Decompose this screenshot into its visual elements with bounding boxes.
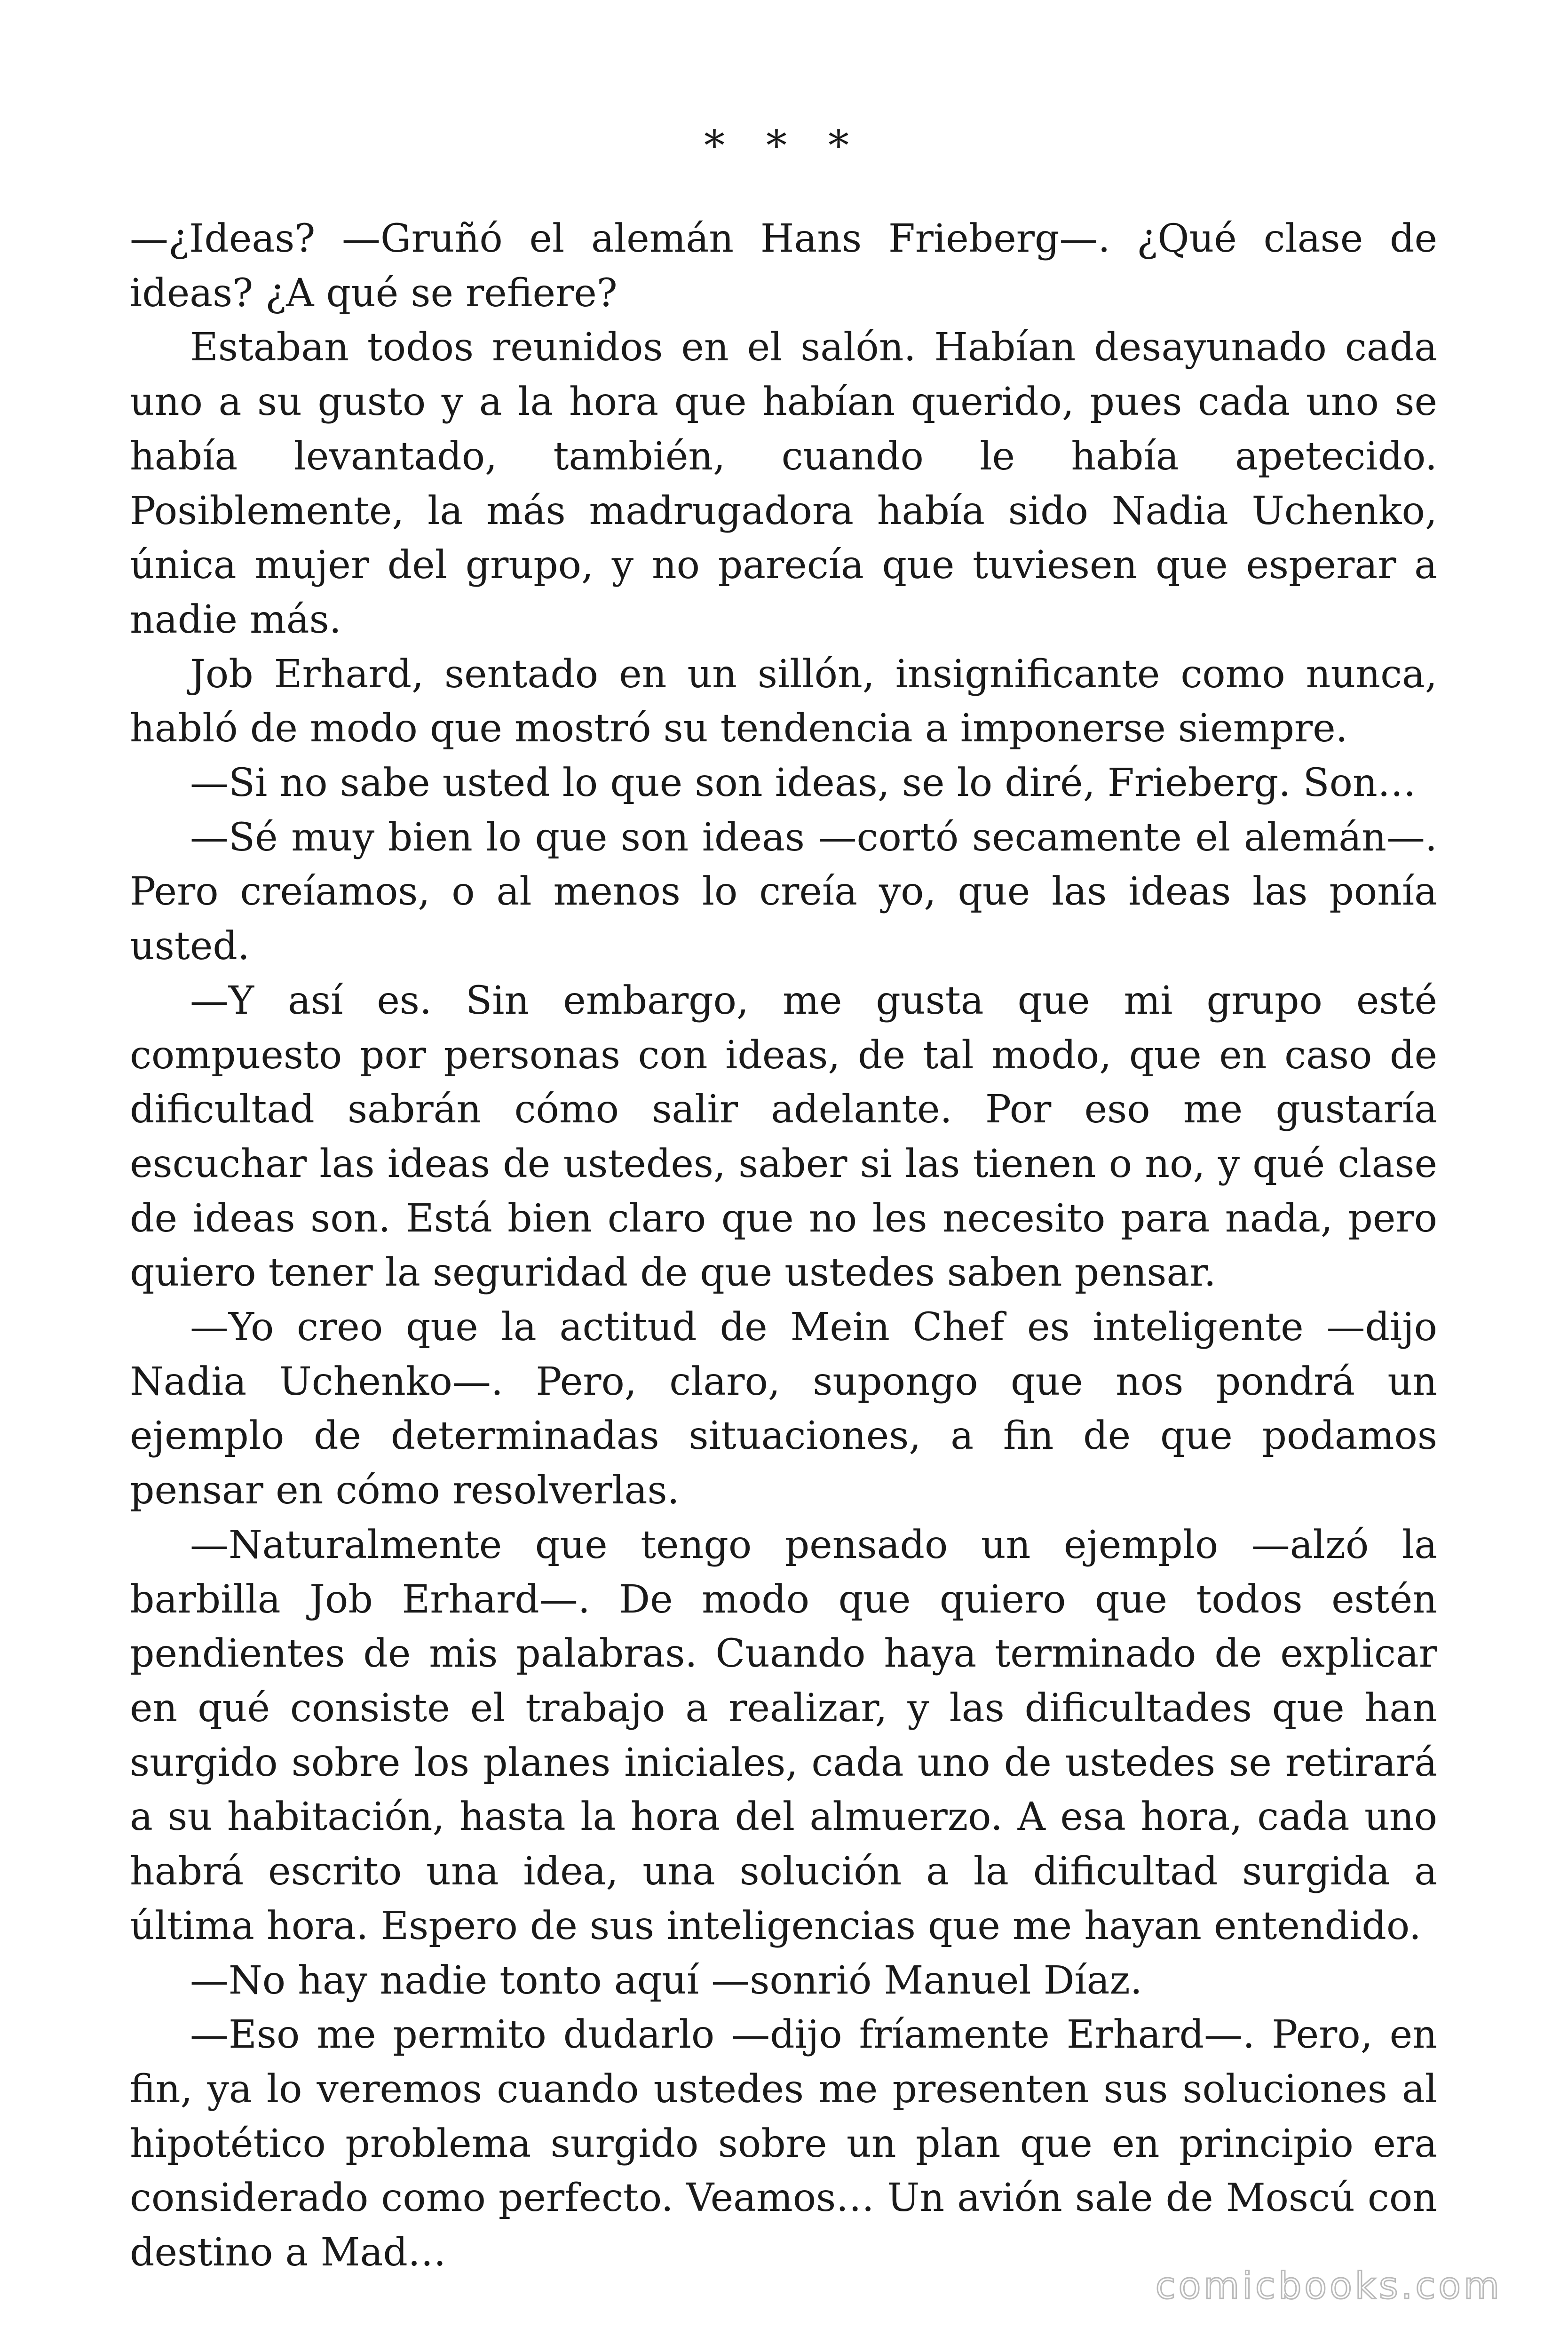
paragraph: —¿Ideas? —Gruñó el alemán Hans Frieberg—. ¿Qué clase de ideas? ¿A qué se refiere? [130, 216, 1437, 316]
paragraph: —Sé muy bien lo que son ideas —cortó secamente el alemán—. Pero creíamos, o al menos lo creía yo, que las ideas las ponía usted. [130, 815, 1437, 969]
watermark: comicbooks.com [1155, 2265, 1502, 2307]
paragraph: —Yo creo que la actitud de Mein Chef es inteligente —dijo Nadia Uchenko—. Pero, claro, supongo que nos pondrá un ejemplo de determinadas situaciones, a fin de que podamos pensar en cómo resolverlas. [130, 1305, 1437, 1513]
paragraph: —No hay nadie tonto aquí —sonrió Manuel Díaz. [190, 1958, 1142, 2003]
paragraph: —Y así es. Sin embargo, me gusta que mi grupo esté compuesto por personas con ideas, de tal modo, que en caso de dificultad sabrán cómo salir adelante. Por eso me gustaría escuchar las ideas de ustedes, saber si las tienen o no, y qué clase de ideas son. Está bien claro que no les necesito para nada, pero quiero tener la seguridad de que ustedes saben pensar. [130, 978, 1437, 1295]
paragraph: Estaban todos reunidos en el salón. Habían desayunado cada uno a su gusto y a la hora que habían querido, pues cada uno se había levantado, también, cuando le había apetecido. Posiblemente, la más madrugadora había sido Nadia Uchenko, única mujer del grupo, y no parecía que tuviesen que esperar a nadie más. [130, 325, 1437, 642]
paragraph: Job Erhard, sentado en un sillón, insignificante como nunca, habló de modo que mostró su tendencia a imponerse siempre. [130, 652, 1437, 751]
paragraph: —Si no sabe usted lo que son ideas, se lo diré, Frieberg. Son… [190, 761, 1416, 806]
paragraph: —Eso me permito dudarlo —dijo fríamente Erhard—. Pero, en fin, ya lo veremos cuando ustedes me presenten sus soluciones al hipotético problema surgido sobre un plan que en principio era considerado como perfecto. Veamos… Un avión sale de Moscú con destino a Mad… [130, 2012, 1437, 2275]
book-page [130, 118, 1437, 2280]
section-separator: * * * [704, 121, 863, 170]
paragraph: —Naturalmente que tengo pensado un ejemplo —alzó la barbilla Job Erhard—. De modo que quiero que todos estén pendientes de mis palabras. Cuando haya terminado de explicar en qué consiste el trabajo a realizar, y las dificultades que han surgido sobre los planes iniciales, cada uno de ustedes se retirará a su habitación, hasta la hora del almuerzo. A esa hora, cada uno habrá escrito una idea, una solución a la dificultad surgida a última hora. Espero de sus inteligencias que me hayan entendido. [130, 1522, 1437, 1948]
body-text [130, 212, 1437, 2280]
